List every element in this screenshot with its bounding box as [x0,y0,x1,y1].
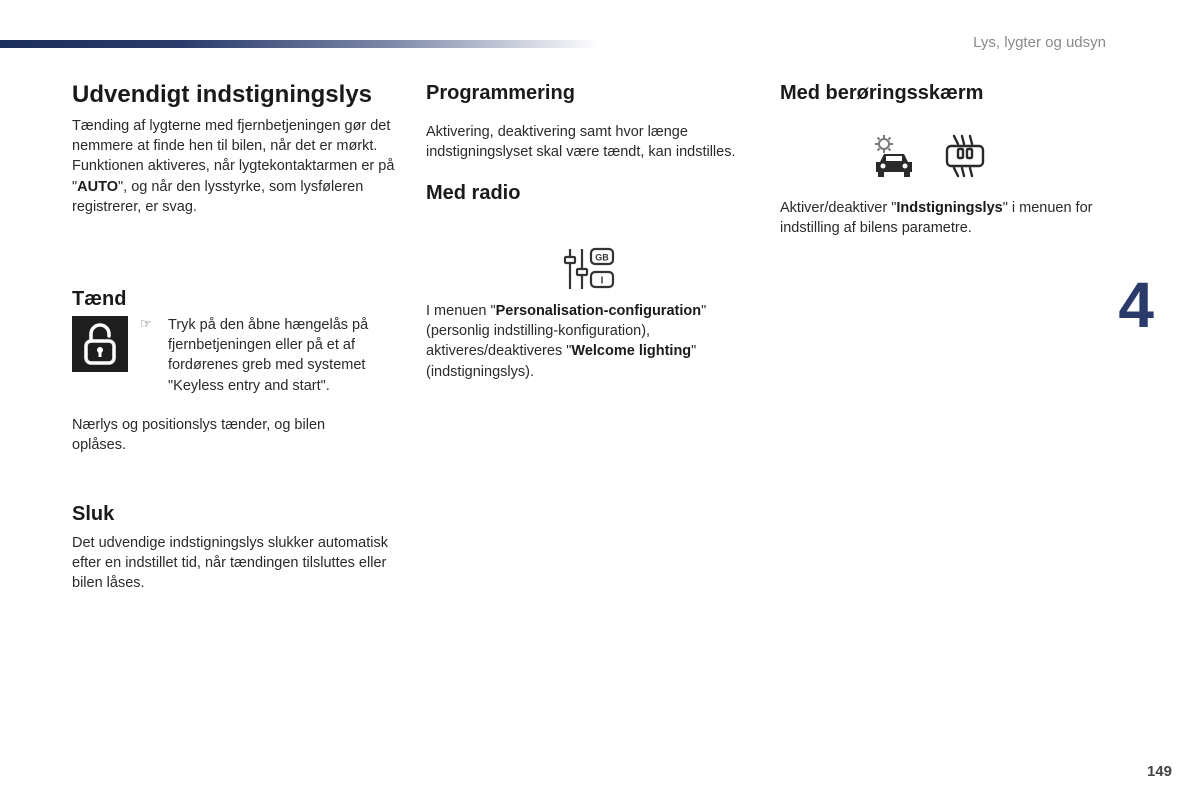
on-heading: Tænd [72,288,127,310]
programming-heading: Programmering [426,82,575,104]
on-instruction: Tryk på den åbne hængelås på fjernbetjeningen eller på et af fordørenes greb med systemet "Keyless entry and start". [168,317,369,394]
column-touchscreen [780,80,1110,106]
page-title: Udvendigt indstigningslys [72,81,373,108]
column-programming [426,80,736,206]
column-exterior-lighting [72,80,402,217]
settings-sliders-icon [562,245,618,291]
gb-label: GB [595,252,609,263]
off-heading: Sluk [72,503,115,525]
touchscreen-text: Aktiver/deaktiver "Indstigningslys" i menuen for indstilling af bilens parametre. [780,200,1093,237]
lock-button-box [72,316,128,372]
page-number: 149 [1146,763,1172,780]
intro-paragraph: Tænding af lygterne med fjernbetjeningen gør det nemmere at finde hen til bilen, når det er mørkt. Funktionen aktiveres, når lygtekontaktarmen er på "AUTO", og når den lysstyrke, som lysføleren registrerer, er svag. [72,118,395,215]
bullet-icon: ☞ [140,316,152,331]
off-text: Det udvendige indstigningslys slukker automatisk efter en indstillet tid, når tændingen tilsluttes eller bilen låses. [72,535,388,592]
touchscreen-heading: Med berøringsskærm [780,82,984,104]
header-accent-bar [0,40,600,48]
section-title: Lys, lygter og udsyn [973,34,1106,51]
programming-text: Aktivering, deaktivering samt hvor længe indstigningslyset skal være tændt, kan indstilles. [426,124,736,161]
chapter-number: 4 [1118,269,1154,341]
radio-heading: Med radio [426,182,521,205]
on-result: Nærlys og positionslys tænder, og bilen oplåses. [72,417,326,454]
car-settings-icon [872,134,916,178]
exterior-lighting-icon [942,134,988,178]
open-padlock-icon [83,323,117,365]
i-label: I [600,275,604,287]
radio-text: I menuen "Personalisation-configuration" (personlig indstilling-konfiguration), aktiveres/deaktiveres "Welcome lighting" (indstigningslys). [426,303,707,380]
